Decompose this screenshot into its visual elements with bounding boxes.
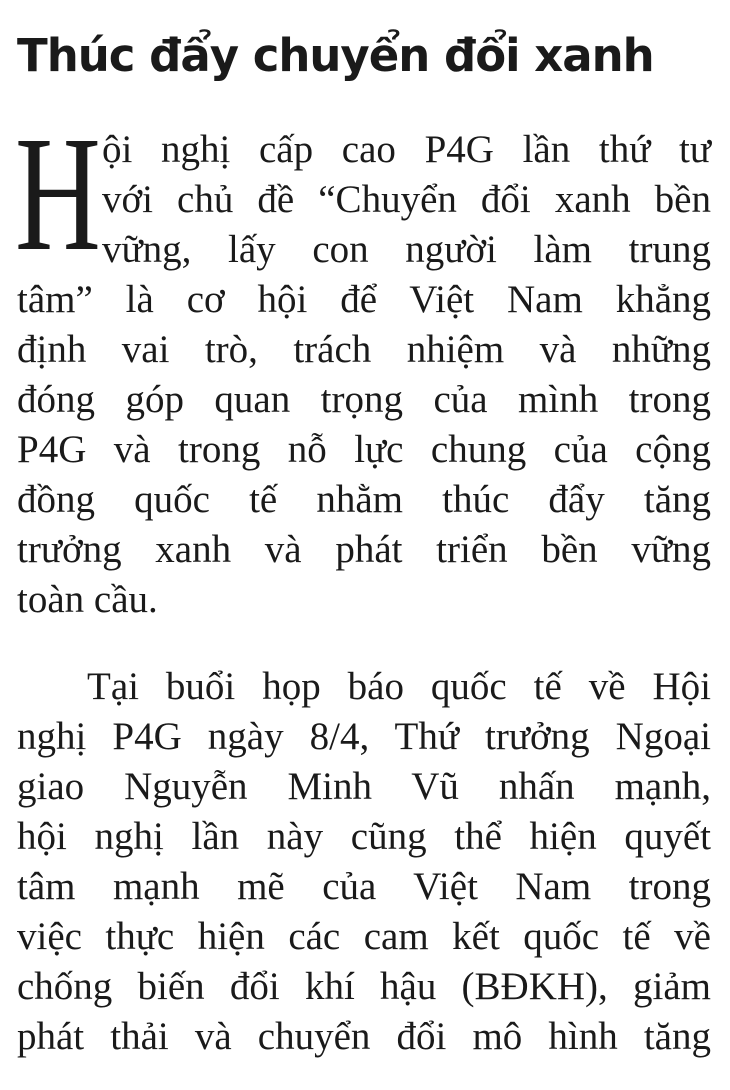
paragraph-1-line: tâm” là cơ hội để Việt Nam khẳng <box>17 278 711 321</box>
paragraph-1-line: P4G và trong nỗ lực chung của cộng <box>17 428 711 471</box>
paragraph-1-line: vững, lấy con người làm trung <box>102 228 711 271</box>
paragraph-1-line: định vai trò, trách nhiệm và những <box>17 328 711 371</box>
paragraph-1-line: với chủ đề “Chuyển đổi xanh bền <box>102 178 711 221</box>
paragraph-1-line: trưởng xanh và phát triển bền vững <box>17 528 711 571</box>
article-headline: Thúc đẩy chuyển đổi xanh <box>17 29 654 82</box>
paragraph-2-line: việc thực hiện các cam kết quốc tế về <box>17 915 711 958</box>
paragraph-2-line: Tại buổi họp báo quốc tế về Hội <box>87 665 711 708</box>
paragraph-1-line: toàn cầu. <box>17 578 158 621</box>
drop-cap: H <box>15 102 101 285</box>
paragraph-2-line: tâm mạnh mẽ của Việt Nam trong <box>17 865 711 908</box>
paragraph-1-line: ội nghị cấp cao P4G lần thứ tư <box>102 128 711 171</box>
paragraph-1-line: đóng góp quan trọng của mình trong <box>17 378 711 421</box>
paragraph-2-line: giao Nguyễn Minh Vũ nhấn mạnh, <box>17 765 711 808</box>
paragraph-2-line: hội nghị lần này cũng thể hiện quyết <box>17 815 711 858</box>
paragraph-2-line: chống biến đổi khí hậu (BĐKH), giảm <box>17 965 711 1008</box>
paragraph-2-line: phát thải và chuyển đổi mô hình tăng <box>17 1015 711 1058</box>
paragraph-1-line: đồng quốc tế nhằm thúc đẩy tăng <box>17 478 711 521</box>
paragraph-2-line: nghị P4G ngày 8/4, Thứ trưởng Ngoại <box>17 715 711 758</box>
